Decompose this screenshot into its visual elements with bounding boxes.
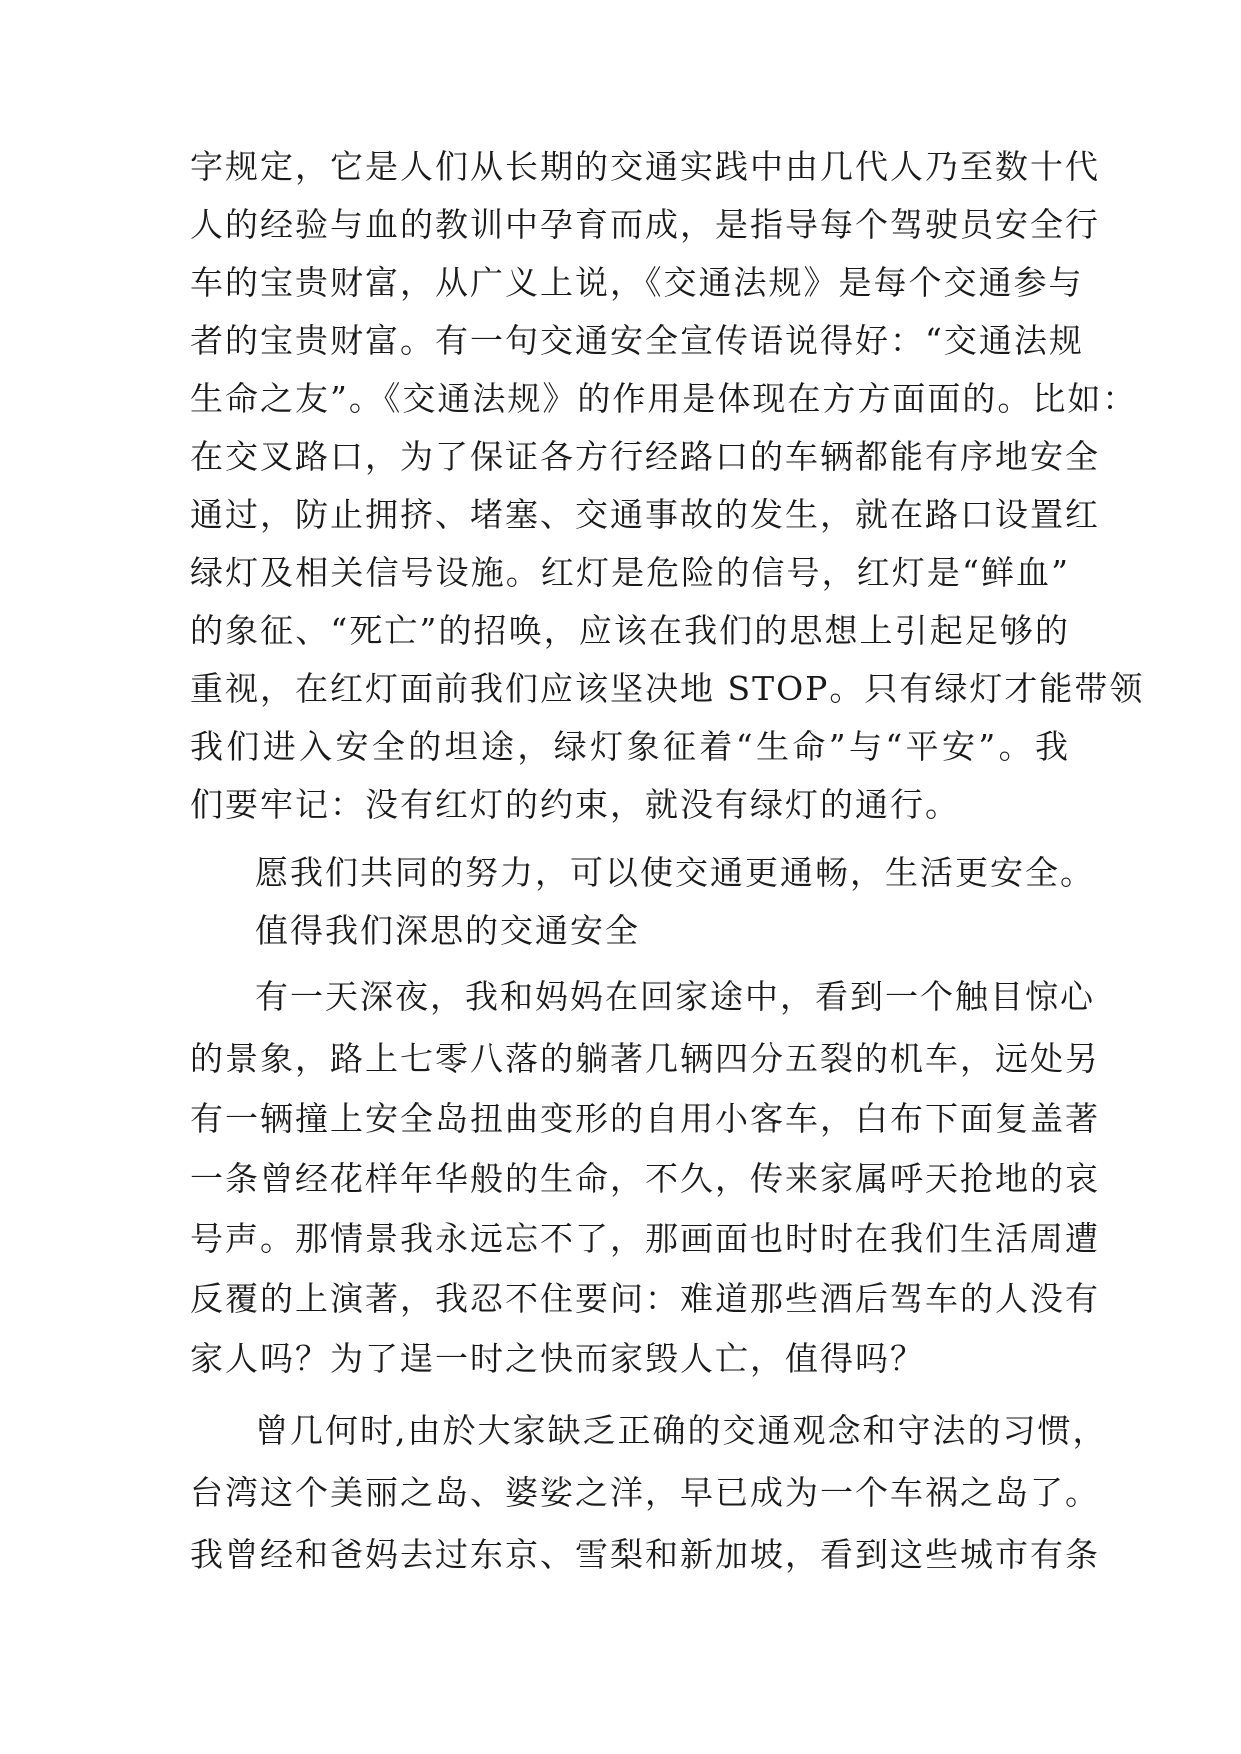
text-line: 曾几何时,由於大家缺乏正确的交通观念和守法的习惯， [255,1411,1108,1450]
text-line: 有一天深夜，我和妈妈在回家途中，看到一个触目惊心 [255,977,1095,1016]
text-line: 反覆的上演著，我忍不住要问：难道那些酒后驾车的人没有 [190,1279,1100,1318]
text-line: 人的经验与血的教训中孕育而成，是指导每个驾驶员安全行 [190,205,1100,244]
text-line: 绿灯及相关信号设施。红灯是危险的信号，红灯是“鲜血” [190,553,1070,592]
text-line: 我曾经和爸妈去过东京、雪梨和新加坡，看到这些城市有条 [190,1535,1100,1574]
text-line: 车的宝贵财富，从广义上说，《交通法规》是每个交通参与 [190,263,1084,302]
text-line: 者的宝贵财富。有一句交通安全宣传语说得好：“交通法规 [190,321,1084,360]
text-line: 家人吗？为了逞一时之快而家毁人亡，值得吗？ [190,1339,925,1378]
text-line: 重视，在红灯面前我们应该坚决地 STOP。只有绿灯才能带领 [190,669,1145,708]
text-line: 的象征、“死亡”的招唤，应该在我们的思想上引起足够的 [190,611,1070,650]
text-line: 号声。那情景我永远忘不了，那画面也时时在我们生活周遭 [190,1219,1100,1258]
text-line: 一条曾经花样年华般的生命，不久，传来家属呼天抢地的哀 [190,1159,1100,1198]
text-line: 通过，防止拥挤、堵塞、交通事故的发生，就在路口设置红 [190,495,1100,534]
text-line: 我们进入安全的坦途，绿灯象征着“生命”与“平安”。我 [190,727,1070,766]
text-line: 愿我们共同的努力，可以使交通更通畅，生活更安全。 [255,853,1095,892]
text-line: 生命之友”。《交通法规》的作用是体现在方方面面的。比如： [190,379,1138,418]
text-line: 有一辆撞上安全岛扭曲变形的自用小客车，白布下面复盖著 [190,1099,1100,1138]
text-line: 在交叉路口，为了保证各方行经路口的车辆都能有序地安全 [190,437,1100,476]
text-line: 的景象，路上七零八落的躺著几辆四分五裂的机车，远处另 [190,1039,1100,1078]
text-line: 字规定，它是人们从长期的交通实践中由几代人乃至数十代 [190,147,1100,186]
section-title: 值得我们深思的交通安全 [255,911,640,950]
text-line: 们要牢记：没有红灯的约束，就没有绿灯的通行。 [190,785,960,824]
text-line: 台湾这个美丽之岛、婆娑之洋，早已成为一个车祸之岛了。 [190,1473,1100,1512]
